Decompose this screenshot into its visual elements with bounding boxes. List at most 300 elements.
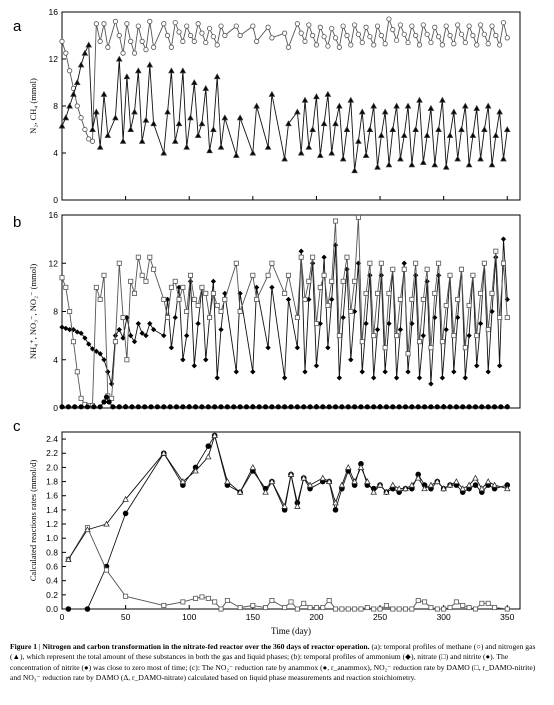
- data-point-diamond: [463, 375, 468, 380]
- data-point-circle: [365, 405, 369, 409]
- data-point-square: [406, 352, 410, 356]
- data-point-circle: [193, 405, 197, 409]
- data-point-circle: [244, 405, 248, 409]
- y-tick-label: 4: [53, 354, 58, 365]
- data-point-square: [129, 279, 133, 283]
- data-point-triangle: [124, 74, 129, 79]
- data-point-square: [444, 303, 448, 307]
- data-point-triangle: [199, 121, 204, 126]
- data-point-square: [64, 285, 68, 289]
- data-point-circle: [371, 405, 375, 409]
- data-point-circle: [378, 405, 382, 409]
- data-point-circle: [251, 24, 255, 28]
- data-point-circle: [307, 23, 311, 27]
- y-tick-label: 0.2: [46, 589, 58, 600]
- data-point-circle: [318, 25, 322, 29]
- data-point-circle: [162, 22, 166, 26]
- data-point-triangle: [440, 98, 445, 103]
- series-line: [68, 436, 507, 560]
- data-point-diamond: [474, 363, 479, 368]
- data-point-square: [340, 607, 344, 611]
- y-tick-label: 8: [53, 306, 58, 317]
- series-ammonium: [60, 237, 510, 387]
- data-point-triangle: [463, 103, 468, 108]
- data-point-triangle: [344, 127, 349, 132]
- y-tick-label: 0.0: [46, 604, 58, 614]
- data-point-square: [132, 291, 136, 295]
- data-point-circle: [257, 405, 261, 409]
- data-point-circle: [64, 51, 68, 55]
- data-point-square: [467, 605, 471, 609]
- data-point-circle: [403, 405, 407, 409]
- data-point-triangle: [105, 133, 110, 138]
- data-point-diamond: [192, 363, 197, 368]
- data-point-diamond: [282, 375, 287, 380]
- data-point-square: [71, 340, 75, 344]
- data-point-triangle: [250, 465, 255, 470]
- data-point-square: [421, 297, 425, 301]
- data-point-circle: [75, 104, 79, 108]
- data-point-diamond: [314, 363, 319, 368]
- data-point-square: [234, 261, 238, 265]
- data-point-circle: [299, 31, 303, 35]
- data-point-square: [337, 334, 341, 338]
- data-point-square: [104, 568, 108, 572]
- data-point-circle: [148, 19, 152, 23]
- data-point-square: [482, 261, 486, 265]
- data-point-square: [136, 255, 140, 259]
- data-point-square: [299, 255, 303, 259]
- data-point-diamond: [169, 345, 174, 350]
- figure-caption: [10, 642, 546, 684]
- data-point-circle: [219, 405, 223, 409]
- data-point-circle: [356, 32, 360, 36]
- data-point-diamond: [322, 255, 327, 260]
- data-point-circle: [113, 19, 117, 23]
- data-point-diamond: [402, 261, 407, 266]
- data-point-circle: [168, 405, 172, 409]
- panel-label-a: a: [13, 18, 22, 35]
- data-point-triangle: [192, 80, 197, 85]
- data-point-circle: [295, 405, 299, 409]
- data-point-circle: [295, 22, 299, 26]
- data-point-square: [314, 321, 318, 325]
- data-point-square: [391, 607, 395, 611]
- data-point-circle: [266, 25, 270, 29]
- data-point-circle: [471, 33, 475, 37]
- data-point-circle: [94, 22, 98, 26]
- data-point-square: [349, 309, 353, 313]
- data-point-square: [448, 273, 452, 277]
- data-point-triangle: [348, 98, 353, 103]
- data-point-triangle: [78, 62, 83, 67]
- data-point-triangle: [218, 145, 223, 150]
- data-point-square: [140, 273, 144, 277]
- data-point-triangle: [143, 118, 148, 123]
- data-point-square: [251, 273, 255, 277]
- data-point-triangle: [486, 103, 491, 108]
- data-point-circle: [461, 405, 465, 409]
- data-point-triangle: [478, 156, 483, 161]
- y-axis-label: N₂, CH₄ (mmol): [28, 78, 38, 134]
- panel-label-c: c: [13, 418, 21, 435]
- data-point-square: [188, 273, 192, 277]
- data-point-triangle: [346, 465, 351, 470]
- data-point-circle: [238, 33, 242, 37]
- y-tick-label: 8: [53, 101, 58, 111]
- data-point-circle: [341, 24, 345, 28]
- data-point-diamond: [161, 333, 166, 338]
- data-point-triangle: [379, 133, 384, 138]
- y-tick-label: 16: [48, 7, 58, 17]
- data-point-circle: [282, 405, 286, 409]
- data-point-circle: [98, 39, 102, 43]
- data-point-circle: [455, 23, 459, 27]
- data-point-circle: [333, 405, 337, 409]
- data-point-square: [436, 261, 440, 265]
- data-point-diamond: [140, 331, 145, 336]
- data-point-square: [333, 219, 337, 223]
- data-point-circle: [413, 33, 417, 37]
- data-point-diamond: [215, 375, 220, 380]
- data-point-triangle: [117, 56, 122, 61]
- data-point-circle: [136, 405, 140, 409]
- data-point-circle: [60, 39, 64, 43]
- data-point-diamond: [105, 369, 110, 374]
- y-tick-label: 1.6: [46, 490, 58, 501]
- data-point-square: [113, 340, 117, 344]
- data-point-circle: [497, 43, 501, 47]
- data-point-square: [215, 303, 219, 307]
- y-axis-label: NH₄⁺, NO₃⁻, NO₂⁻ (mmol): [28, 263, 38, 360]
- data-point-circle: [492, 405, 496, 409]
- x-tick-label: 350: [500, 612, 515, 622]
- data-point-diamond: [173, 315, 178, 320]
- data-point-square: [219, 309, 223, 313]
- data-point-square: [440, 340, 444, 344]
- data-point-circle: [107, 400, 111, 404]
- data-point-square: [410, 607, 414, 611]
- data-point-square: [255, 297, 259, 301]
- data-point-square: [117, 261, 121, 265]
- data-point-square: [345, 255, 349, 259]
- data-point-circle: [79, 116, 83, 120]
- data-point-square: [314, 605, 318, 609]
- data-point-circle: [270, 405, 274, 409]
- data-point-circle: [494, 33, 498, 37]
- data-point-circle: [375, 24, 379, 28]
- y-tick-label: 0.8: [46, 547, 58, 558]
- data-point-diamond: [299, 249, 304, 254]
- data-point-triangle: [428, 106, 433, 111]
- data-point-square: [162, 603, 166, 607]
- data-point-circle: [270, 36, 274, 40]
- data-point-square: [379, 261, 383, 265]
- data-point-square: [165, 315, 169, 319]
- y-tick-label: 12: [48, 54, 58, 64]
- data-point-diamond: [234, 369, 239, 374]
- data-point-square: [219, 607, 223, 611]
- data-point-square: [425, 267, 429, 271]
- data-point-circle: [429, 40, 433, 44]
- data-point-diamond: [348, 357, 353, 362]
- plot-frame: [62, 432, 520, 609]
- data-point-triangle: [425, 133, 430, 138]
- data-point-circle: [346, 405, 350, 409]
- data-point-square: [289, 600, 293, 604]
- data-point-triangle: [470, 133, 475, 138]
- data-point-diamond: [196, 321, 201, 326]
- data-point-triangle: [320, 475, 325, 480]
- data-point-circle: [111, 405, 115, 409]
- data-point-diamond: [451, 369, 456, 374]
- data-point-triangle: [310, 127, 315, 132]
- data-point-square: [283, 291, 287, 295]
- data-point-triangle: [474, 106, 479, 111]
- data-point-diamond: [219, 327, 224, 332]
- data-point-square: [461, 603, 465, 607]
- y-tick-label: 0: [53, 195, 58, 205]
- data-point-circle: [482, 32, 486, 36]
- data-point-triangle: [363, 153, 368, 158]
- data-point-square: [270, 261, 274, 265]
- data-point-square: [321, 605, 325, 609]
- data-point-square: [442, 607, 446, 611]
- data-point-circle: [444, 24, 448, 28]
- data-point-diamond: [440, 375, 445, 380]
- data-point-circle: [282, 31, 286, 35]
- data-point-diamond: [270, 285, 275, 290]
- data-point-square: [238, 309, 242, 313]
- data-point-square: [490, 291, 494, 295]
- data-point-square: [463, 346, 467, 350]
- data-point-square: [353, 279, 357, 283]
- data-point-circle: [136, 24, 140, 28]
- data-point-circle: [263, 405, 267, 409]
- data-point-circle: [162, 405, 166, 409]
- data-point-square: [283, 605, 287, 609]
- data-point-circle: [140, 39, 144, 43]
- data-point-triangle: [132, 109, 137, 114]
- data-point-square: [98, 297, 102, 301]
- data-point-diamond: [371, 375, 376, 380]
- data-point-square: [480, 601, 484, 605]
- data-point-circle: [60, 405, 64, 409]
- y-tick-label: 1.4: [46, 504, 58, 515]
- data-point-circle: [314, 43, 318, 47]
- data-point-square: [211, 291, 215, 295]
- data-point-square: [327, 598, 331, 602]
- data-point-square: [121, 315, 125, 319]
- data-point-triangle: [238, 115, 243, 120]
- data-point-triangle: [405, 103, 410, 108]
- data-point-circle: [238, 405, 242, 409]
- data-point-square: [251, 603, 255, 607]
- data-point-diamond: [109, 381, 114, 386]
- data-point-circle: [384, 405, 388, 409]
- data-point-circle: [223, 33, 227, 37]
- data-point-circle: [364, 25, 368, 29]
- data-point-square: [398, 297, 402, 301]
- data-point-square: [486, 327, 490, 331]
- data-point-circle: [200, 31, 204, 35]
- data-point-diamond: [497, 363, 502, 368]
- data-point-circle: [345, 33, 349, 37]
- data-point-triangle: [386, 162, 391, 167]
- caption-label: Figure 1: [10, 642, 38, 651]
- data-point-triangle: [333, 121, 338, 126]
- x-tick-label: 200: [309, 612, 324, 622]
- data-point-triangle: [203, 86, 208, 91]
- data-point-square: [60, 276, 64, 280]
- data-point-square: [330, 279, 334, 283]
- data-point-circle: [123, 405, 127, 409]
- data-point-triangle: [451, 109, 456, 114]
- data-point-square: [414, 261, 418, 265]
- data-point-diamond: [444, 327, 449, 332]
- data-point-circle: [433, 25, 437, 29]
- data-point-square: [403, 607, 407, 611]
- data-point-circle: [155, 405, 159, 409]
- data-point-square: [270, 598, 274, 602]
- data-point-circle: [441, 405, 445, 409]
- data-point-triangle: [417, 98, 422, 103]
- data-point-square: [372, 334, 376, 338]
- y-tick-label: 0: [53, 403, 58, 413]
- data-point-circle: [410, 405, 414, 409]
- data-point-circle: [480, 405, 484, 409]
- data-point-circle: [102, 400, 106, 404]
- data-point-square: [429, 605, 433, 609]
- data-point-square: [375, 291, 379, 295]
- data-point-diamond: [406, 369, 411, 374]
- series-nitrogen-gas: [59, 42, 509, 172]
- data-point-square: [433, 291, 437, 295]
- data-point-diamond: [250, 369, 255, 374]
- data-point-diamond: [467, 333, 472, 338]
- data-point-circle: [379, 33, 383, 37]
- data-point-square: [492, 605, 496, 609]
- data-point-triangle: [360, 109, 365, 114]
- y-tick-label: 0.6: [46, 561, 58, 572]
- data-point-triangle: [101, 92, 106, 97]
- data-point-square: [223, 297, 227, 301]
- data-point-circle: [440, 43, 444, 47]
- data-point-diamond: [98, 351, 103, 356]
- data-point-circle: [359, 405, 363, 409]
- data-point-triangle: [459, 127, 464, 132]
- data-point-square: [295, 315, 299, 319]
- data-point-square: [148, 255, 152, 259]
- data-point-circle: [117, 405, 121, 409]
- data-point-circle: [276, 405, 280, 409]
- data-point-triangle: [356, 139, 361, 144]
- data-point-diamond: [136, 321, 141, 326]
- data-point-square: [206, 596, 210, 600]
- data-point-circle: [397, 405, 401, 409]
- chart-panel-a: [28, 7, 520, 205]
- data-point-square: [196, 303, 200, 307]
- data-point-triangle: [482, 127, 487, 132]
- data-point-square: [193, 596, 197, 600]
- data-point-circle: [196, 22, 200, 26]
- data-point-square: [169, 285, 173, 289]
- data-point-triangle: [454, 479, 459, 484]
- data-point-diamond: [364, 321, 369, 326]
- data-point-circle: [104, 395, 108, 399]
- data-point-diamond: [337, 375, 342, 380]
- data-point-circle: [67, 69, 71, 73]
- data-point-triangle: [98, 145, 103, 150]
- data-point-circle: [234, 24, 238, 28]
- data-point-square: [181, 600, 185, 604]
- y-tick-label: 0.4: [46, 575, 58, 586]
- data-point-square: [417, 340, 421, 344]
- data-point-circle: [219, 24, 223, 28]
- data-point-square: [384, 603, 388, 607]
- data-point-circle: [142, 405, 146, 409]
- data-point-diamond: [429, 381, 434, 386]
- data-point-circle: [330, 26, 334, 30]
- data-point-triangle: [165, 109, 170, 114]
- data-point-circle: [505, 36, 509, 40]
- data-point-square: [454, 600, 458, 604]
- data-point-triangle: [120, 139, 125, 144]
- data-point-triangle: [173, 139, 178, 144]
- data-point-triangle: [180, 68, 185, 73]
- data-point-square: [416, 598, 420, 602]
- data-point-circle: [391, 405, 395, 409]
- x-tick-label: 0: [59, 612, 65, 622]
- data-point-square: [473, 607, 477, 611]
- data-point-triangle: [444, 165, 449, 170]
- series-r-damo-nitrite: [66, 525, 509, 611]
- data-point-square: [177, 297, 181, 301]
- data-point-circle: [151, 45, 155, 49]
- data-point-triangle: [136, 68, 141, 73]
- data-point-circle: [188, 33, 192, 37]
- data-point-triangle: [493, 133, 498, 138]
- data-point-circle: [410, 24, 414, 28]
- data-point-square: [286, 273, 290, 277]
- data-point-circle: [85, 607, 90, 612]
- data-point-square: [102, 273, 106, 277]
- data-point-square: [311, 255, 315, 259]
- y-tick-label: 1.8: [46, 476, 58, 487]
- data-point-diamond: [128, 333, 133, 338]
- data-point-square: [368, 261, 372, 265]
- data-point-triangle: [409, 162, 414, 167]
- data-point-diamond: [341, 315, 346, 320]
- data-point-diamond: [266, 345, 271, 350]
- data-point-triangle: [321, 121, 326, 126]
- data-point-triangle: [82, 51, 87, 56]
- data-point-circle: [129, 39, 133, 43]
- data-point-circle: [130, 405, 134, 409]
- data-point-square: [124, 594, 128, 598]
- data-point-circle: [448, 33, 452, 37]
- data-point-triangle: [337, 103, 342, 108]
- data-point-circle: [83, 127, 87, 131]
- data-point-diamond: [375, 327, 380, 332]
- data-point-circle: [215, 43, 219, 47]
- y-tick-label: 1.2: [46, 519, 58, 530]
- data-point-triangle: [184, 145, 189, 150]
- data-point-circle: [326, 44, 330, 48]
- data-point-circle: [333, 507, 338, 512]
- data-point-circle: [102, 22, 106, 26]
- data-point-circle: [204, 40, 208, 44]
